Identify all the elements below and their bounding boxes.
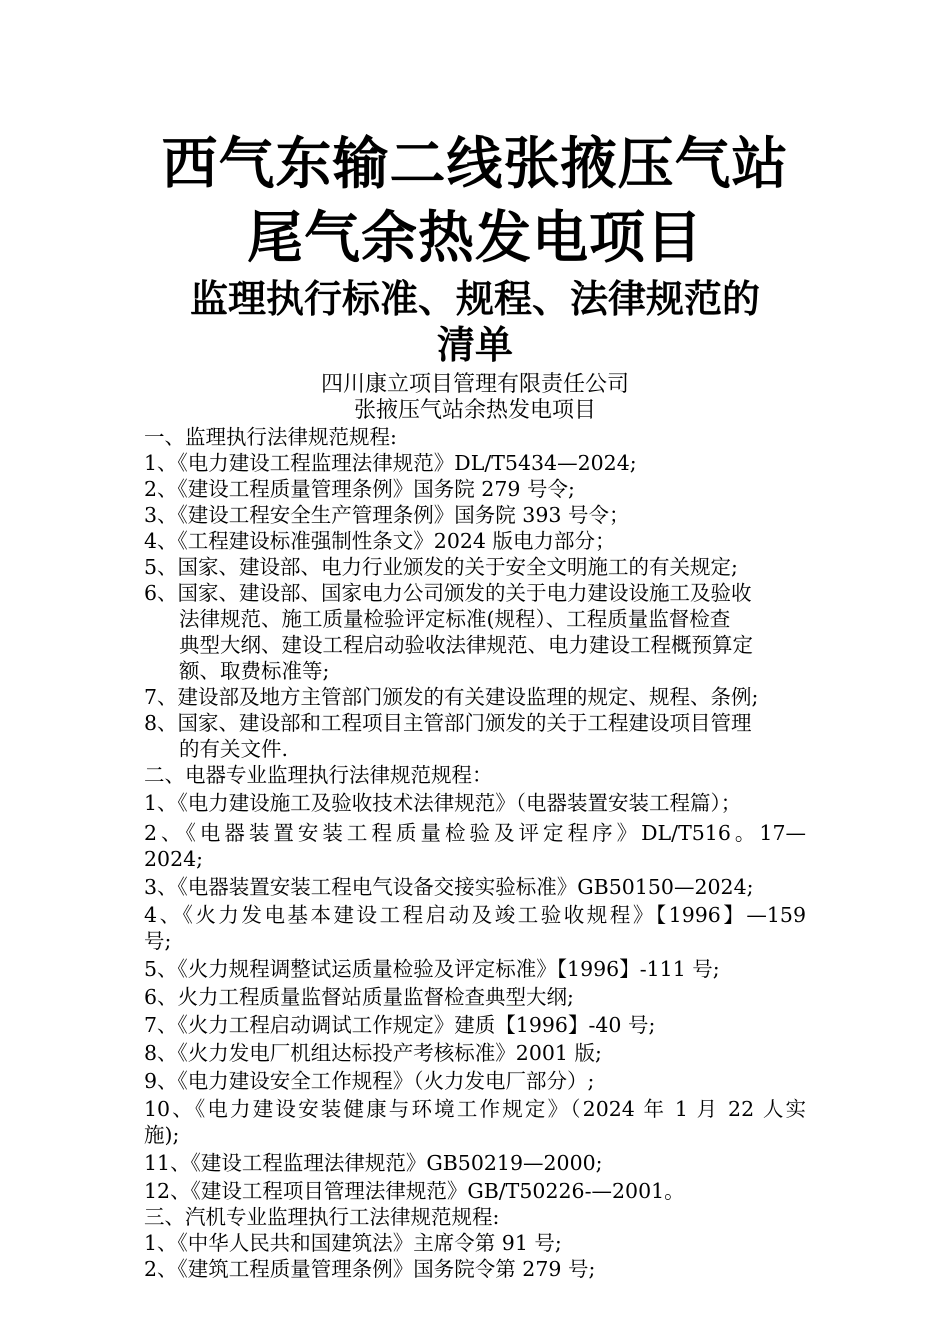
list-item-continuation: 2024; [144,847,204,871]
list-item: 5、国家、建设部、电力行业颁发的关于安全文明施工的有关规定; [144,555,738,579]
list-item: 9、《电力建设安全工作规程》（火力发电厂部分）; [144,1069,595,1093]
list-item: 4、《火力发电基本建设工程启动及竣工验收规程》【1996】—159 [144,903,806,927]
document-title-line-2: 尾气余热发电项目 [247,206,703,271]
list-item-continuation: 的有关文件. [179,737,289,761]
section-heading-1: 一、监理执行法律规范规程: [144,425,397,449]
section-heading-3: 三、汽机专业监理执行工法律规范规程: [144,1205,500,1229]
list-item: 2、《建筑工程质量管理条例》国务院令第 279 号; [144,1257,596,1281]
list-item: 8、国家、建设部和工程项目主管部门颁发的关于工程建设项目管理 [144,711,752,735]
list-item: 1、《中华人民共和国建筑法》主席令第 91 号; [144,1231,562,1255]
list-item: 7、《火力工程启动调试工作规定》建质【1996】-40 号; [144,1013,656,1037]
section-heading-2: 二、电器专业监理执行法律规范规程： [144,763,493,787]
project-name: 张掖压气站余热发电项目 [353,398,596,423]
list-item: 8、《火力发电厂机组达标投产考核标准》2001 版; [144,1041,602,1065]
list-item: 1、《电力建设工程监理法律规范》DL/T5434—2024; [144,451,637,475]
document-title-line-3: 监理执行标准、规程、法律规范的 [189,277,760,321]
list-item: 1、《电力建设施工及验收技术法律规范》（电器装置安装工程篇）； [144,791,742,815]
list-item-continuation: 额、取费标准等; [179,659,330,683]
document-title-line-1: 西气东输二线张掖压气站 [161,132,789,197]
list-item: 6、火力工程质量监督站质量监督检查典型大纲; [144,985,574,1009]
list-item: 10、《电力建设安装健康与环境工作规定》（2024 年 1 月 22 人实 [144,1097,806,1121]
document-title-line-4: 清单 [436,323,513,367]
list-item: 2、《建设工程质量管理条例》国务院 279 号令; [144,477,575,501]
company-name: 四川康立项目管理有限责任公司 [320,372,629,397]
list-item: 3、《电器装置安装工程电气设备交接实验标准》GB50150—2024; [144,875,754,899]
list-item: 12、《建设工程项目管理法律规范》GB/T50226-—2001。 [144,1179,685,1203]
list-item: 11、《建设工程监理法律规范》GB50219—2000; [144,1151,603,1175]
list-item: 4、《工程建设标准强制性条文》2024 版电力部分； [144,529,616,553]
list-item: 2、《电器装置安装工程质量检验及评定程序》DL/T516。17— [144,821,806,845]
list-item: 7、建设部及地方主管部门颁发的有关建设监理的规定、规程、条例; [144,685,759,709]
list-item-continuation: 号; [144,929,172,953]
list-item: 5、《火力规程调整试运质量检验及评定标准》【1996】-111 号; [144,957,720,981]
list-item: 3、《建设工程安全生产管理条例》国务院 393 号令； [144,503,630,527]
list-item-continuation: 施); [144,1123,180,1147]
list-item-continuation: 法律规范、施工质量检验评定标准(规程）、工程质量监督检查 [179,607,731,631]
list-item: 6、国家、建设部、国家电力公司颁发的关于电力建设设施工及验收 [144,581,752,605]
list-item-continuation: 典型大纲、建设工程启动验收法律规范、电力建设工程概预算定 [179,633,753,657]
